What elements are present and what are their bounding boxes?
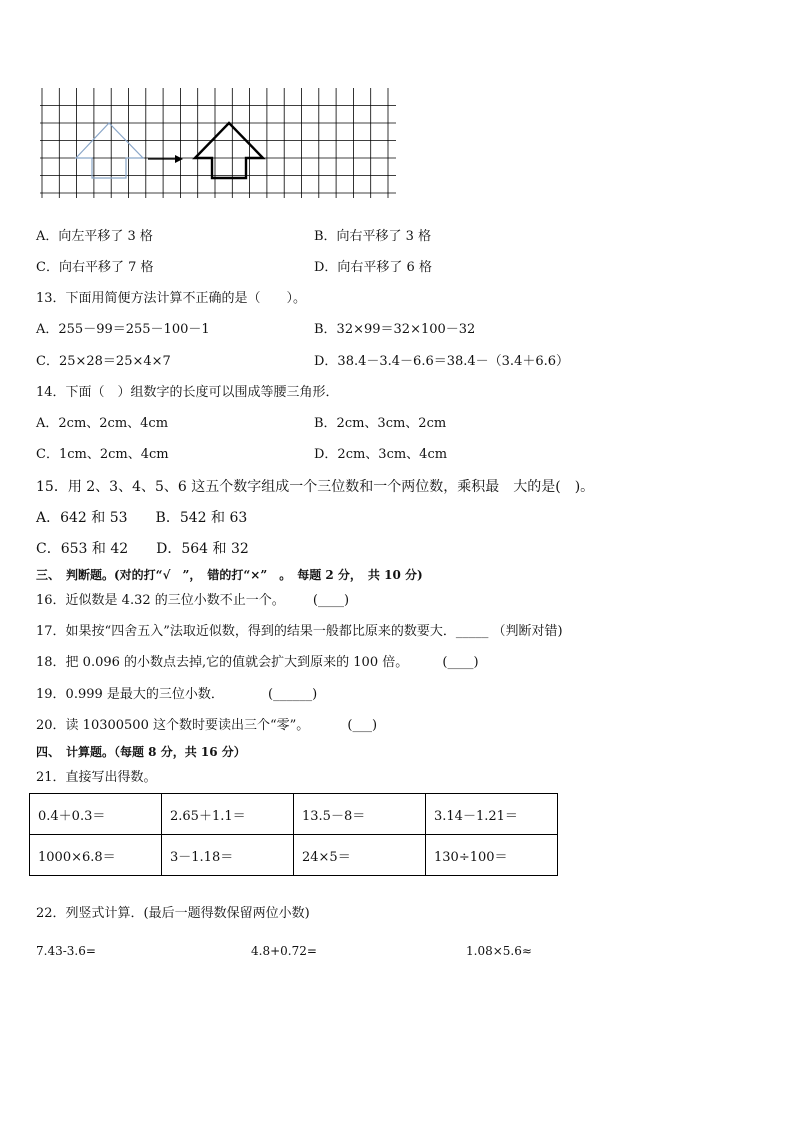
q12-option-a: A．向左平移了 3 格 (36, 229, 153, 244)
q13-option-a: A．255－99＝255－100－1 (36, 322, 210, 337)
q12-option-d: D．向右平移了 6 格 (314, 260, 432, 275)
calc-cell[interactable]: 130÷100＝ (426, 835, 558, 876)
q15-options-row1: A．642 和 53 B．542 和 63 (36, 510, 248, 526)
table-row (30, 794, 558, 835)
q19-statement: 19．0.999 是最大的三位小数． (36, 687, 224, 702)
q21-calc-table (29, 793, 558, 876)
calc-cell[interactable]: 2.65＋1.1＝ (162, 794, 294, 835)
q19-text (36, 687, 317, 703)
q20-statement: 20．读 10300500 这个数时要读出三个“零”。 (36, 718, 310, 733)
q18-text (36, 655, 479, 671)
q12-option-b: B．向右平移了 3 格 (314, 229, 432, 244)
q22-item-2: 4.8+0.72= (251, 944, 317, 958)
q22-item-3: 1.08×5.6≈ (466, 944, 532, 958)
q14-option-c: C．1cm、2cm、4cm (36, 447, 169, 462)
section-4-heading: 四、 计算题。（每题 8 分，共 16 分） (36, 745, 246, 759)
calc-cell[interactable]: 3－1.18＝ (162, 835, 294, 876)
q18-statement: 18．把 0.096 的小数点去掉,它的值就会扩大到原来的 100 倍。 (36, 655, 409, 670)
table-row (30, 835, 558, 876)
q14-stem: 14．下面（ ）组数字的长度可以围成等腰三角形． (36, 385, 339, 400)
q22-stem: 22．列竖式计算．(最后一题得数保留两位小数) (36, 906, 310, 921)
q13-stem: 13．下面用简便方法计算不正确的是（ ）。 (36, 291, 307, 306)
q21-stem: 21．直接写出得数。 (36, 770, 157, 785)
calc-cell[interactable]: 3.14－1.21＝ (426, 794, 558, 835)
calc-cell[interactable]: 1000×6.8＝ (30, 835, 162, 876)
q16-statement: 16．近似数是 4.32 的三位小数不止一个。 (36, 593, 285, 608)
q12-option-c: C．向右平移了 7 格 (36, 260, 154, 275)
original-arrow-shape (76, 123, 143, 178)
translated-arrow-shape (195, 123, 263, 178)
q16-text (36, 593, 349, 609)
q18-answer-blank[interactable]: (____) (442, 655, 479, 670)
translation-arrow-head-icon (175, 155, 183, 163)
q15-options-row2: C．653 和 42 D．564 和 32 (36, 541, 249, 557)
calc-cell[interactable]: 0.4＋0.3＝ (30, 794, 162, 835)
calc-cell[interactable]: 13.5－8＝ (294, 794, 426, 835)
q14-option-d: D．2cm、3cm、4cm (314, 447, 448, 462)
q20-answer-blank[interactable]: (___) (347, 718, 378, 733)
q17-text: 17．如果按“四舍五入”法取近似数，得到的结果一般都比原来的数要大．_____ （判断对错) (36, 624, 563, 639)
q14-option-b: B．2cm、3cm、2cm (314, 416, 447, 431)
q16-answer-blank[interactable]: (____) (312, 593, 350, 608)
calc-cell[interactable]: 24×5＝ (294, 835, 426, 876)
section-3-heading: 三、 判断题。(对的打“√ ”， 错的打“×” 。 每题 2 分， 共 10 分) (36, 568, 423, 582)
q20-text (36, 718, 377, 734)
q13-option-d: D．38.4－3.4－6.6＝38.4－（3.4＋6.6） (314, 354, 570, 369)
q15-stem: 15．用 2、3、4、5、6 这五个数字组成一个三位数和一个两位数，乘积最 大的是( )。 (36, 479, 595, 495)
q19-answer-blank[interactable]: (______) (268, 687, 318, 702)
q13-option-c: C．25×28＝25×4×7 (36, 354, 171, 369)
q13-option-b: B．32×99＝32×100－32 (314, 322, 476, 337)
q22-item-1: 7.43-3.6= (36, 944, 96, 958)
q14-option-a: A．2cm、2cm、4cm (36, 416, 169, 431)
translation-grid-figure (40, 88, 400, 198)
